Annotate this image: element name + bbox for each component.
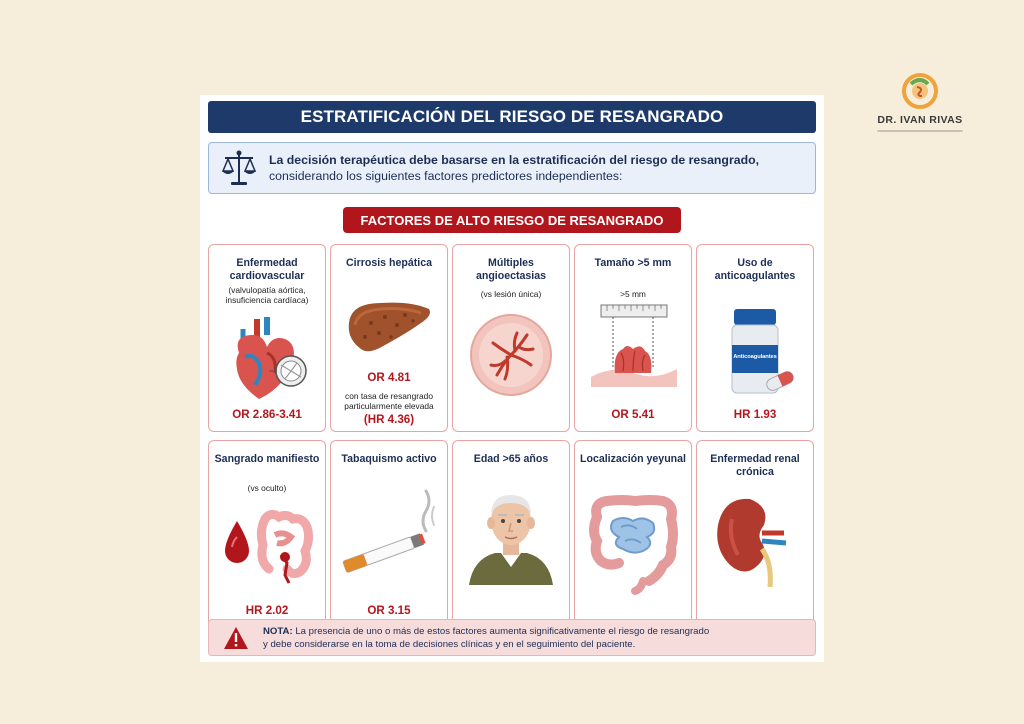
factor-subtitle: (valvulopatía aórtica, insuficiencia cardíaca) (225, 285, 309, 305)
factor-subtitle: (vs lesión única) (480, 289, 542, 299)
brand-logo (870, 72, 970, 132)
factor-card-anticoagulants (696, 244, 814, 432)
note-label: NOTA: (263, 625, 293, 637)
factor-card-size (574, 244, 692, 432)
factor-subtitle: (vs oculto) (247, 483, 287, 493)
factor-card-cirrhosis (330, 244, 448, 432)
warning-icon (209, 626, 263, 650)
infographic-sheet (200, 95, 824, 662)
factor-title: Tabaquismo activo (341, 453, 437, 465)
factor-card-smoking (330, 440, 448, 628)
factor-title: Enfermedad cardiovascular (229, 257, 305, 282)
factor-title: Localización yeyunal (580, 453, 686, 465)
kidney-icon (697, 493, 813, 589)
factor-extra-text: con tasa de resangrado particularmente elevada (344, 391, 434, 411)
factor-card-jejunal (574, 440, 692, 628)
brand-tagline (877, 130, 963, 132)
factor-card-renal (696, 440, 814, 628)
factor-card-cardiovascular (208, 244, 326, 432)
factor-extra-value: (HR 4.36) (363, 413, 415, 426)
liver-icon (331, 293, 447, 363)
page-title: ESTRATIFICACIÓN DEL RIESGO DE RESANGRADO (208, 101, 816, 133)
factor-title: Enfermedad renal crónica (710, 453, 800, 478)
factor-title: Edad >65 años (473, 453, 549, 465)
pill-bottle-icon (697, 303, 813, 399)
intro-line-2: considerando los siguientes factores predictores independientes: (269, 169, 623, 183)
factor-value: OR 2.86-3.41 (232, 408, 302, 421)
high-risk-banner: FACTORES DE ALTO RIESGO DE RESANGRADO (343, 207, 681, 233)
factor-title: Cirrosis hepática (346, 257, 432, 269)
note-box (208, 619, 816, 656)
factor-title: Uso de anticoagulantes (714, 257, 796, 282)
elderly-man-icon (453, 481, 569, 587)
factor-title: Múltiples angioectasias (475, 257, 547, 282)
intestine-icon (575, 485, 691, 595)
size-measure-label: >5 mm (620, 289, 646, 299)
scale-icon (209, 148, 269, 188)
factor-value: OR 4.81 (367, 371, 411, 384)
intro-line-1: La decisión terapéutica debe basarse en la estratificación del riesgo de resangrado, (269, 153, 760, 167)
factor-title: Tamaño >5 mm (594, 257, 672, 269)
factor-card-overt-bleeding (208, 440, 326, 628)
bottle-label: Anticoagulantes (733, 354, 777, 360)
intro-text (269, 152, 759, 184)
angioectasia-icon (453, 313, 569, 397)
brand-logo-icon (901, 72, 939, 110)
note-line-1: La presencia de uno o más de estos factores aumenta significativamente el riesgo de resangrado (295, 625, 710, 637)
blood-drop-icon (209, 503, 325, 587)
note-text (263, 625, 709, 651)
factor-card-age (452, 440, 570, 628)
intro-box (208, 142, 816, 194)
note-line-2: y debe considerarse en la toma de decisiones clínicas y en el seguimiento del paciente. (263, 638, 636, 650)
factor-card-angioectasias (452, 244, 570, 432)
cigarette-icon (331, 481, 447, 577)
factor-value: OR 5.41 (611, 408, 655, 421)
factor-title: Sangrado manifiesto (214, 453, 320, 465)
factor-value: HR 1.93 (733, 408, 777, 421)
factor-value: HR 2.02 (245, 604, 289, 617)
heart-icon (209, 313, 325, 405)
lesion-size-icon (575, 303, 691, 387)
brand-name: DR. IVAN RIVAS (877, 114, 963, 126)
factor-value: OR 3.15 (367, 604, 411, 617)
